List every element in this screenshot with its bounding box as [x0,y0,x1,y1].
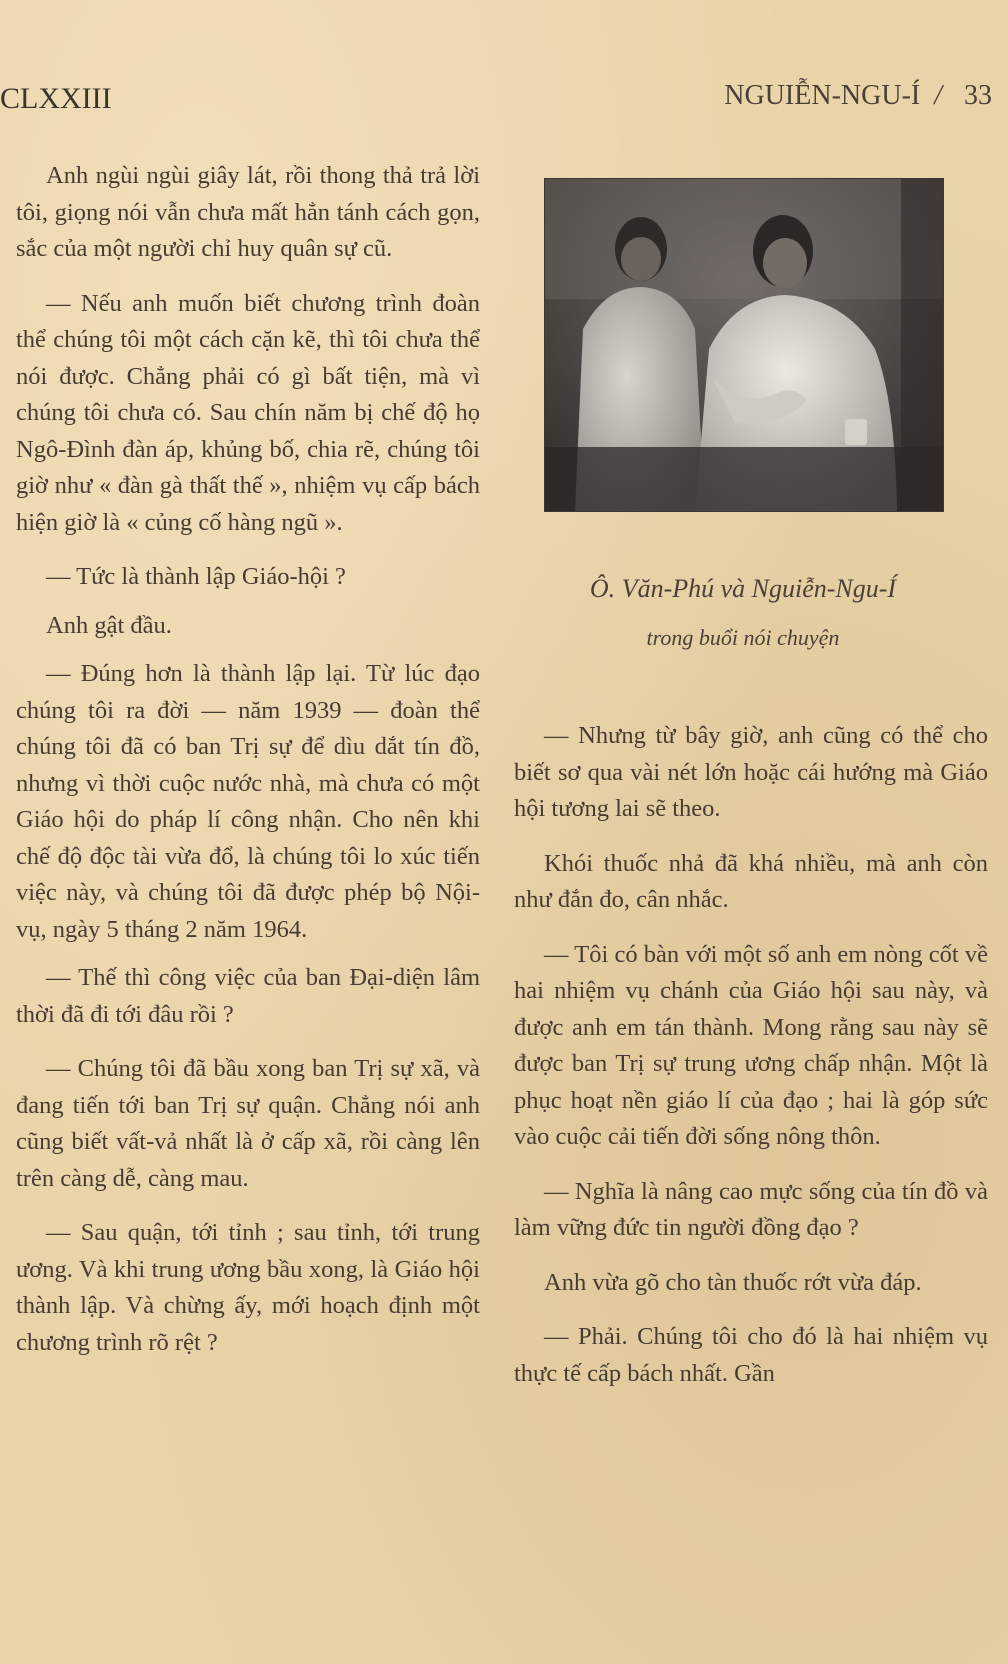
page-number: 33 [964,80,992,111]
paragraph: — Chúng tôi đã bầu xong ban Trị sự xã, và đang tiến tới ban Trị sự quận. Chẳng nói anh cũng biết vất-vả nhất là ở cấp xã, rồi càng lên trên càng dễ, càng mau. [16,1055,480,1192]
left-column [16,158,480,1361]
paragraph: — Nhưng từ bây giờ, anh cũng có thể cho biết sơ qua vài nét lớn hoặc cái hướng mà Giáo hội tương lai sẽ theo. [514,722,988,822]
paragraph: Anh ngùi ngùi giây lát, rồi thong thả trả lời tôi, giọng nói vẫn chưa mất hẳn tánh cách gọn, sắc của một người chỉ huy quân sự cũ. [16,162,480,262]
right-column [514,718,988,1392]
interview-photo [544,178,944,512]
paragraph: — Sau quận, tới tỉnh ; sau tỉnh, tới trung ương. Và khi trung ương bầu xong, là Giáo hội thành lập. Và chừng ấy, mới hoạch định một chương trình rõ rệt ? [16,1219,480,1356]
paragraph: — Tôi có bàn với một số anh em nòng cốt về hai nhiệm vụ chánh của Giáo hội sau này, và được anh em tán thành. Mong rằng sau này sẽ được ban Trị sự trung ương chấp nhận. Một là phục hoạt nền giáo lí của đạo ; hai là góp sức vào cuộc cải tiến đời sống nông thôn. [514,940,988,1150]
photo-image [545,179,943,511]
running-header-separator: / [934,80,942,111]
paragraph: — Đúng hơn là thành lập lại. Từ lúc đạo chúng tôi ra đời — năm 1939 — đoàn thể chúng tôi đã có ban Trị sự để dìu dắt tín đồ, nhưng vì thời cuộc nước nhà, mà chưa có một Giáo hội do pháp lí công nhận. Cho nên khi chế độ độc tài vừa đổ, là chúng tôi lo xúc tiến việc này, và chúng tôi đã được phép bộ Nội-vụ, ngày 5 tháng 2 năm 1964. [16,660,480,943]
running-header [724,80,992,112]
paragraph: — Tức là thành lập Giáo-hội ? [46,563,346,590]
running-header-title: NGUIỄN-NGU-Í [724,80,921,111]
paragraph: — Phải. Chúng tôi cho đó là hai nhiệm vụ thực tế cấp bách nhất. Gần [514,1323,988,1387]
paragraph: — Nghĩa là nâng cao mực sống của tín đồ và làm vững đức tin người đồng đạo ? [514,1177,988,1241]
paragraph: Khói thuốc nhả đã khá nhiều, mà anh còn như đắn đo, cân nhắc. [514,849,988,913]
paragraph: Anh vừa gõ cho tàn thuốc rớt vừa đáp. [544,1268,922,1296]
photo-caption: Ô. Văn-Phú và Nguiễn-Ngu-Í [589,574,897,603]
chapter-number: CLXXIII [0,82,112,115]
paragraph: Anh gật đầu. [46,611,172,639]
paragraph: — Thế thì công việc của ban Đại-diện lâm thời đã đi tới đâu rồi ? [16,964,480,1028]
paragraph: — Nếu anh muốn biết chương trình đoàn thể chúng tôi một cách cặn kẽ, thì tôi chưa thể nói được. Chẳng phải có gì bất tiện, mà vì chúng tôi chưa có. Sau chín năm bị chế độ họ Ngô-Đình đàn áp, khủng bố, chia rẽ, chúng tôi giờ như « đàn gà thất thế », nhiệm vụ cấp bách hiện giờ là « củng cố hàng ngũ ». [16,289,480,536]
photo-caption-subline: trong buổi nói chuyện [646,625,840,650]
